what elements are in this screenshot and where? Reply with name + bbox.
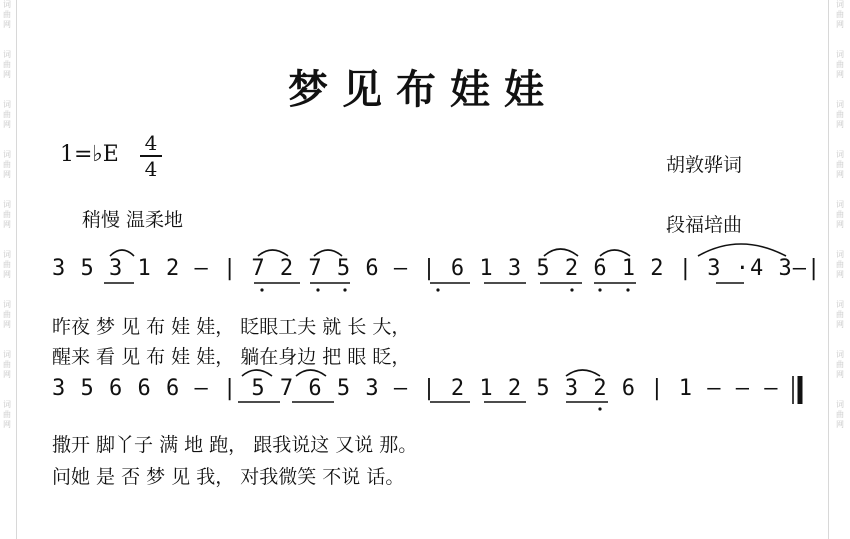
slur-mark	[314, 250, 342, 256]
lyric-line-2-verse-1: 撒开 脚丫子 满 地 跑， 跟我说这 又说 那。	[52, 434, 418, 456]
watermark-text: 词 曲 网 词 曲 网 词 曲 网 词 曲 网 词 曲 网 词 曲 网 词 曲 网 词 曲 网 词 曲 网	[836, 0, 844, 429]
octave-dot	[626, 288, 629, 291]
octave-dot	[343, 288, 346, 291]
octave-dot	[598, 407, 601, 410]
time-signature-bottom: 4	[144, 157, 158, 181]
composer-credit: 段福培曲	[666, 214, 743, 236]
slur-mark	[110, 250, 134, 256]
key-signature: 1=♭E	[60, 142, 119, 167]
slur-mark	[242, 370, 272, 376]
tempo-mark: 稍慢 温柔地	[82, 209, 184, 231]
notation-line-1: 3 5 3 1 2 — | 7 2 7 5 6 — | 6 1 3 5 2 6 1 2 | 3 ·4 3—|	[52, 256, 822, 281]
lyric-line-1-verse-1: 昨夜 梦 见 布 娃 娃， 眨眼工夫 就 长 大，	[52, 316, 411, 338]
slur-mark	[544, 249, 578, 256]
slur-mark	[296, 370, 326, 376]
notation-line-2: 3 5 6 6 6 — | 5 7 6 5 3 — | 2 1 2 5 3 2 6 | 1 — — —	[52, 376, 779, 401]
slur-mark	[698, 244, 786, 256]
octave-dot	[260, 288, 263, 291]
slur-mark	[258, 250, 288, 256]
octave-dot	[436, 288, 439, 291]
lyric-line-1-verse-2: 醒来 看 见 布 娃 娃， 躺在身边 把 眼 眨，	[52, 346, 411, 368]
octave-dot	[598, 288, 601, 291]
watermark-text: 词 曲 网 词 曲 网 词 曲 网 词 曲 网 词 曲 网 词 曲 网 词 曲 网 词 曲 网 词 曲 网	[3, 0, 11, 429]
slur-mark	[566, 370, 600, 376]
song-title: 梦见布娃娃	[288, 67, 558, 113]
octave-dot	[570, 288, 573, 291]
slur-mark	[600, 250, 630, 256]
octave-dot	[316, 288, 319, 291]
time-signature-top: 4	[144, 131, 158, 155]
lyric-line-2-verse-2: 问她 是 否 梦 见 我， 对我微笑 不说 话。	[52, 466, 405, 488]
lyricist-credit: 胡敦骅词	[666, 154, 743, 176]
